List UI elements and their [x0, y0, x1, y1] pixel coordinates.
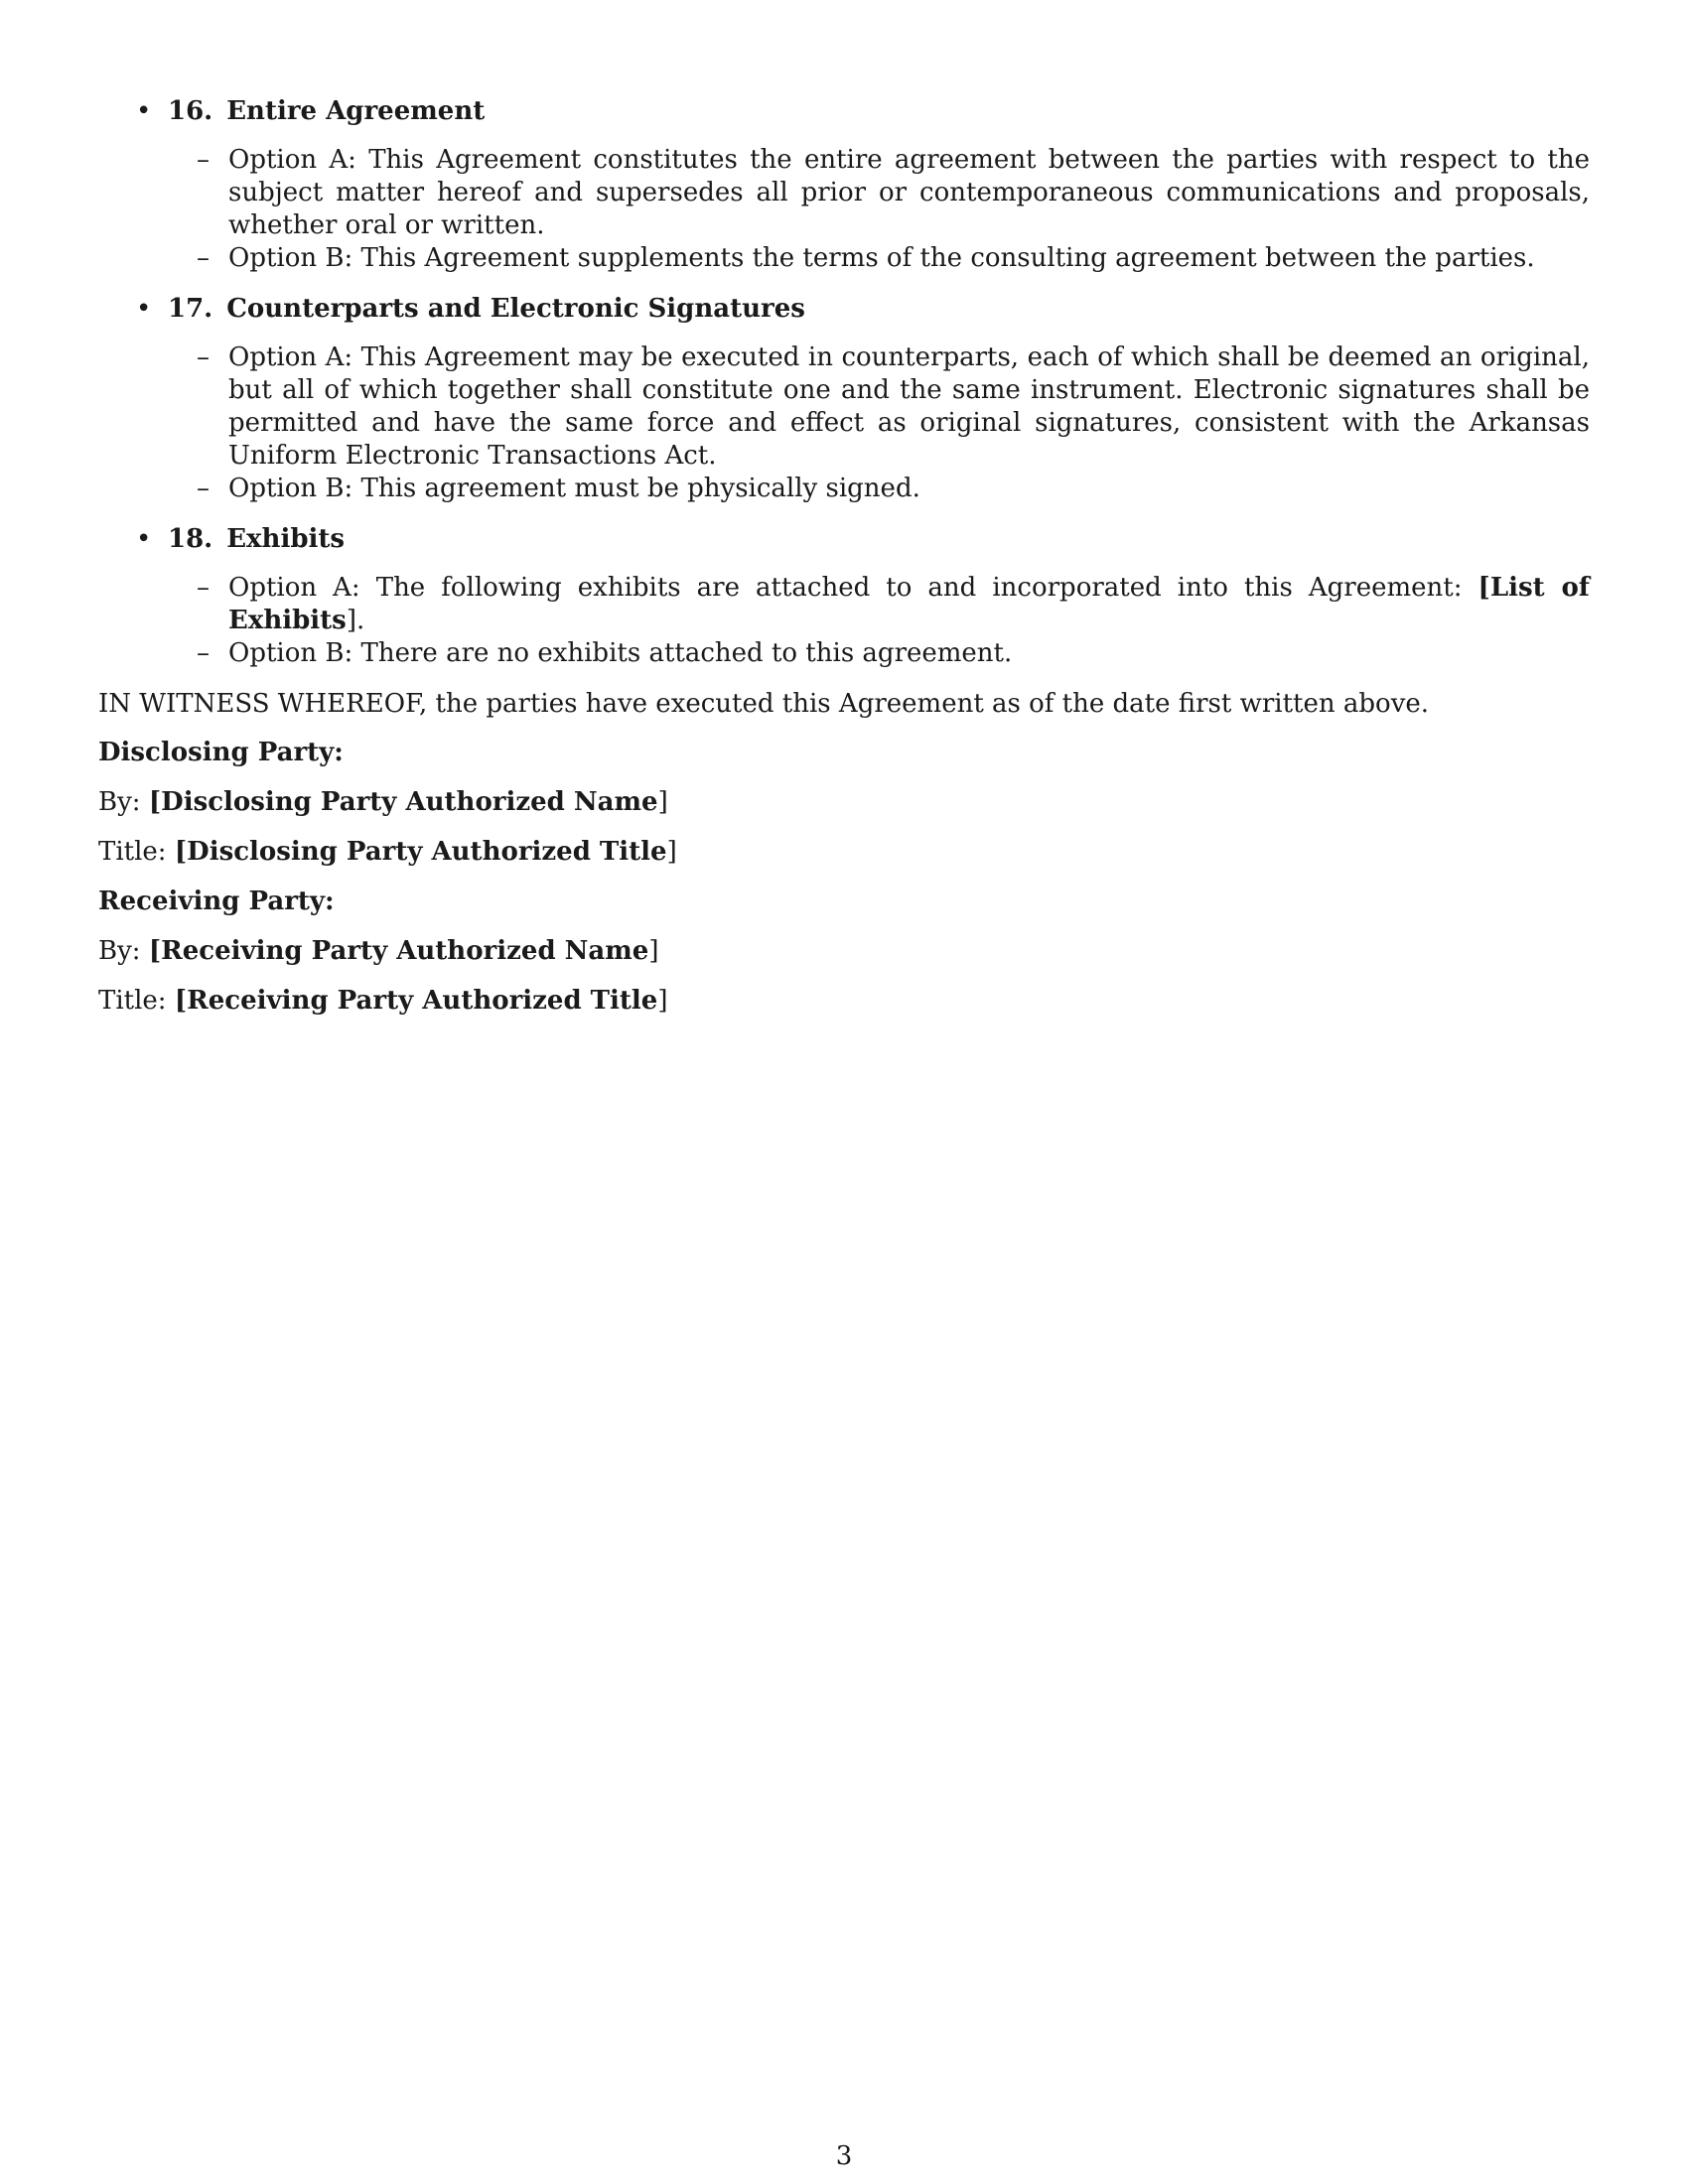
- option-a: [98, 144, 1590, 242]
- section-number: 16.: [168, 96, 213, 126]
- bullet-icon: •: [136, 96, 152, 126]
- receiving-title-line: [98, 985, 1590, 1018]
- dash-icon: –: [197, 638, 210, 668]
- bracket-open: [: [148, 936, 162, 966]
- section-title: Entire Agreement: [226, 96, 486, 126]
- bullet-icon: •: [136, 524, 152, 554]
- disclosing-party-heading: Disclosing Party:: [98, 738, 344, 767]
- dash-icon: –: [197, 342, 210, 372]
- receiving-name-placeholder: Receiving Party Authorized Name: [161, 936, 649, 966]
- title-label: Title:: [98, 986, 175, 1016]
- bracket-open: [: [174, 986, 188, 1016]
- document-page: [98, 95, 1590, 1034]
- option-b: [98, 637, 1590, 670]
- section-17: [98, 293, 1590, 505]
- bracket-open: [: [148, 787, 162, 817]
- bracket-close: ]: [666, 837, 677, 867]
- section-number: 18.: [168, 524, 213, 554]
- page-number: 3: [835, 2141, 853, 2171]
- section-18: [98, 523, 1590, 670]
- section-16: [98, 95, 1590, 275]
- section-heading: [98, 95, 1590, 128]
- option-list: [98, 341, 1590, 505]
- option-text: Option A: This Agreement constitutes the entire agreement between the parties with respect to the subject matter hereof and supersedes all prior or contemporaneous communications and proposals, whether oral or written.: [228, 145, 1590, 240]
- disclosing-by-line: [98, 786, 1590, 819]
- option-list: [98, 144, 1590, 275]
- section-title: Counterparts and Electronic Signatures: [226, 294, 805, 324]
- section-heading: [98, 523, 1590, 556]
- bracket-open: [: [1477, 573, 1490, 603]
- option-a: [98, 341, 1590, 473]
- option-b: [98, 473, 1590, 505]
- option-list: [98, 572, 1590, 670]
- bracket-close: ]: [648, 936, 659, 966]
- bracket-open: [: [174, 837, 188, 867]
- option-text: Option B: This agreement must be physically signed.: [228, 474, 920, 503]
- dash-icon: –: [197, 573, 210, 603]
- section-heading: [98, 293, 1590, 326]
- receiving-title-placeholder: Receiving Party Authorized Title: [187, 986, 658, 1016]
- option-text: Option A: The following exhibits are attached to and incorporated into this Agreement:: [228, 573, 1478, 603]
- option-text: Option B: This Agreement supplements the terms of the consulting agreement between the parties.: [228, 243, 1535, 273]
- disclosing-title-placeholder: Disclosing Party Authorized Title: [187, 837, 667, 867]
- receiving-by-line: [98, 935, 1590, 968]
- option-a: [98, 572, 1590, 637]
- section-title: Exhibits: [226, 524, 346, 554]
- exhibits-placeholder: List of Exhibits: [228, 573, 1590, 635]
- witness-clause: IN WITNESS WHEREOF, the parties have executed this Agreement as of the date first written above.: [98, 689, 1430, 719]
- section-number: 17.: [168, 294, 213, 324]
- bracket-close: ].: [346, 606, 365, 635]
- dash-icon: –: [197, 243, 210, 273]
- bracket-close: ]: [657, 787, 668, 817]
- by-label: By:: [98, 936, 149, 966]
- option-b: [98, 242, 1590, 275]
- bracket-close: ]: [657, 986, 668, 1016]
- dash-icon: –: [197, 474, 210, 503]
- bullet-icon: •: [136, 294, 152, 324]
- receiving-party-heading: Receiving Party:: [98, 887, 335, 916]
- disclosing-title-line: [98, 836, 1590, 869]
- title-label: Title:: [98, 837, 175, 867]
- option-text: Option A: This Agreement may be executed in counterparts, each of which shall be deemed an original, but all of which together shall constitute one and the same instrument. Electronic signatures shall be permitted and have the same force and effect as original signatures, consistent with the Arkansas Uniform Electronic Transactions Act.: [228, 342, 1590, 471]
- dash-icon: –: [197, 145, 210, 175]
- by-label: By:: [98, 787, 149, 817]
- disclosing-name-placeholder: Disclosing Party Authorized Name: [161, 787, 658, 817]
- option-text: Option B: There are no exhibits attached to this agreement.: [228, 638, 1013, 668]
